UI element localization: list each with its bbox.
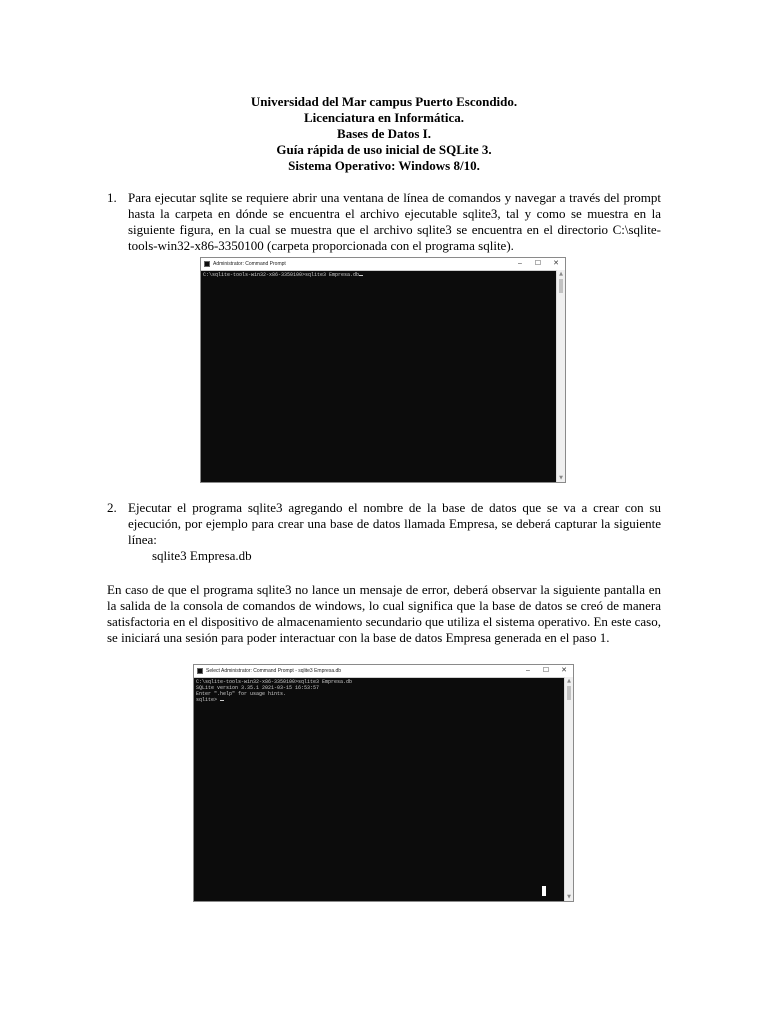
- console-window-1-line-1: C:\sqlite-tools-win32-x86-3350100>sqlite3 Empresa.db: [203, 272, 360, 278]
- item-1-text: Para ejecutar sqlite se requiere abrir una ventana de línea de comandos y navegar a través del prompt hasta la carpeta en dónde se encuentra el archivo ejecutable sqlite3, tal y como se muestra en la siguiente figura, en la cual se muestra que el archivo sqlite3 se encuentra en el directorio C:\sqlite-tools-win32-x86-3350100 (carpeta proporcionada con el programa sqlite).: [128, 190, 661, 253]
- console-window-2: [193, 664, 574, 902]
- scroll-up-icon[interactable]: ▲: [567, 678, 571, 684]
- scroll-down-icon[interactable]: ▼: [559, 475, 563, 481]
- console-window-1-output: [203, 272, 555, 480]
- close-icon[interactable]: ✕: [561, 667, 567, 674]
- console-window-1-title: Administrator: Command Prompt: [213, 261, 286, 267]
- item-1-number: 1.: [107, 190, 117, 205]
- minimize-icon[interactable]: –: [518, 260, 522, 267]
- header-guide-title: Guía rápida de uso inicial de SQLite 3.: [276, 142, 492, 157]
- console-window-1-scrollbar[interactable]: [556, 270, 565, 482]
- console-window-2-prompt: sqlite>: [196, 697, 221, 703]
- console-window-2-line-3: Enter ".help" for usage hints.: [196, 691, 287, 697]
- item-2-number: 2.: [107, 500, 117, 515]
- terminal-icon: [197, 668, 203, 674]
- console-window-2-scrollbar[interactable]: [564, 677, 573, 901]
- console-window-1: [200, 257, 566, 483]
- header-university: Universidad del Mar campus Puerto Escondido.: [250, 94, 518, 109]
- scroll-thumb[interactable]: [567, 686, 571, 700]
- console-window-2-output: [196, 679, 563, 899]
- maximize-icon[interactable]: ☐: [542, 667, 550, 674]
- header-degree: Licenciatura en Informática.: [304, 110, 464, 125]
- scroll-thumb[interactable]: [559, 279, 563, 293]
- console-window-2-line-2: SQLite version 3.35.1 2021-03-15 16:53:57: [196, 685, 320, 691]
- item-2-command: sqlite3 Empresa.db: [152, 548, 252, 563]
- console-window-2-title: Select Administrator: Command Prompt - sqlite3 Empresa.db: [206, 668, 342, 674]
- text-cursor: [220, 700, 224, 701]
- scroll-down-icon[interactable]: ▼: [567, 894, 571, 900]
- header-course: Bases de Datos I.: [337, 126, 431, 141]
- document-header: [0, 94, 768, 174]
- item-2-text: Ejecutar el programa sqlite3 agregando el nombre de la base de datos que se va a crear con su ejecución, por ejemplo para crear una base de datos llamada Empresa, se deberá capturar la siguiente línea:: [128, 500, 661, 547]
- console-window-2-titlebar: [194, 665, 573, 678]
- terminal-icon: [204, 261, 210, 267]
- block-cursor: [542, 886, 546, 896]
- result-paragraph: En caso de que el programa sqlite3 no lance un mensaje de error, deberá observar la siguiente pantalla en la salida de la consola de comandos de windows, lo cual significa que la base de datos se creó de manera satisfactoria en el dispositivo de almacenamiento secundario que utiliza el sistema operativo. En este caso, se iniciará una sesión para poder interactuar con la base de datos Empresa generada en el paso 1.: [107, 582, 661, 645]
- console-window-1-titlebar: [201, 258, 565, 271]
- close-icon[interactable]: ✕: [553, 260, 559, 267]
- text-cursor: [359, 275, 363, 276]
- header-operating-system: Sistema Operativo: Windows 8/10.: [288, 158, 480, 173]
- scroll-up-icon[interactable]: ▲: [559, 271, 563, 277]
- maximize-icon[interactable]: ☐: [534, 260, 542, 267]
- console-window-2-line-1: C:\sqlite-tools-win32-x86-3350100>sqlite3 Empresa.db: [196, 679, 353, 685]
- minimize-icon[interactable]: –: [526, 667, 530, 674]
